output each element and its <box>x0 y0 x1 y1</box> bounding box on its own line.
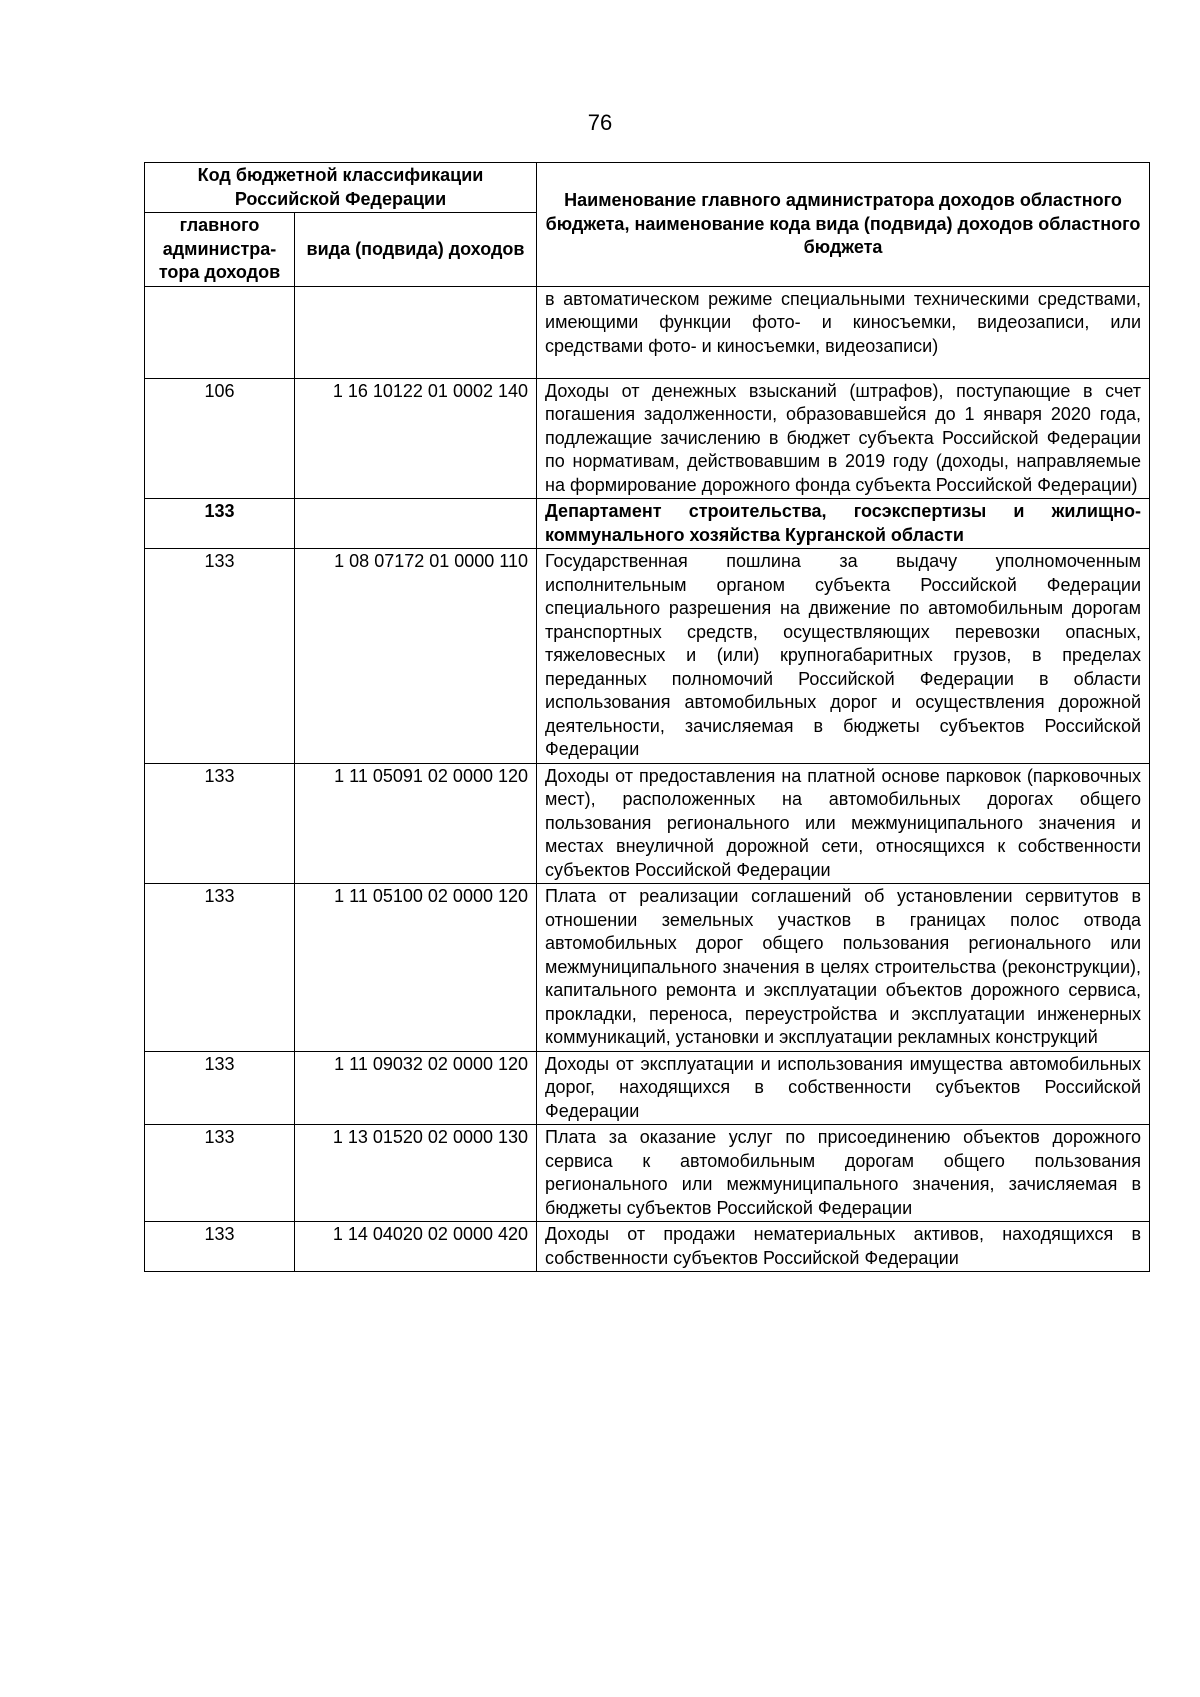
income-code-cell: 1 08 07172 01 0000 110 <box>295 549 537 764</box>
department-name-cell: Департамент строительства, госэкспертизы и жилищно-коммунального хозяйства Курганской области <box>537 499 1150 549</box>
income-code-cell: 1 14 04020 02 0000 420 <box>295 1222 537 1272</box>
table-row <box>145 286 1150 378</box>
department-row <box>145 499 1150 549</box>
description-cell: Доходы от денежных взысканий (штрафов), поступающие в счет погашения задолженности, образовавшейся до 1 января 2020 года, подлежащие зачислению в бюджет субъекта Российской Федерации по нормативам, действовавшим в 2019 году (доходы, направляемые на формирование дорожного фонда субъекта Российской Федерации) <box>537 378 1150 499</box>
header-classification-group: Код бюджетной классификации Российской Федерации <box>145 163 537 213</box>
admin-code-cell: 133 <box>145 549 295 764</box>
description-cell: Доходы от предоставления на платной основе парковок (парковочных мест), расположенных на автомобильных дорогах общего пользования регионального или межмуниципального значения и местах внеуличной дорожной сети, относящихся к собственности субъектов Российской Федерации <box>537 763 1150 884</box>
table-row <box>145 1051 1150 1125</box>
header-name-column: Наименование главного администратора доходов областного бюджета, наименование кода вида (подвида) доходов областного бюджета <box>537 163 1150 287</box>
admin-code-cell: 133 <box>145 1125 295 1222</box>
description-cell: Плата за оказание услуг по присоединению объектов дорожного сервиса к автомобильным дорогам общего пользования регионального или межмуниципального значения, зачисляемая в бюджеты субъектов Российской Федерации <box>537 1125 1150 1222</box>
income-code-cell <box>295 499 537 549</box>
table-row <box>145 763 1150 884</box>
budget-classification-table <box>144 162 1150 1272</box>
income-code-cell: 1 11 09032 02 0000 120 <box>295 1051 537 1125</box>
description-cell: Плата от реализации соглашений об установлении сервитутов в отношении земельных участков в границах полос отвода автомобильных дорог общего пользования регионального или межмуниципального значения в целях строительства (реконструкции), капитального ремонта и эксплуатации объектов дорожного сервиса, прокладки, переноса, переустройства и эксплуатации инженерных коммуникаций, установки и эксплуатации рекламных конструкций <box>537 884 1150 1052</box>
income-code-cell: 1 11 05091 02 0000 120 <box>295 763 537 884</box>
description-cell: Государственная пошлина за выдачу уполномоченным исполнительным органом субъекта Российской Федерации специального разрешения на движение по автомобильным дорогам транспортных средств, осуществляющих перевозки опасных, тяжеловесных и (или) крупногабаритных грузов, в пределах переданных полномочий Российской Федерации в области использования автомобильных дорог и осуществления дорожной деятельности, зачисляемая в бюджеты субъектов Российской Федерации <box>537 549 1150 764</box>
table-row <box>145 1125 1150 1222</box>
income-code-cell: 1 16 10122 01 0002 140 <box>295 378 537 499</box>
admin-code-cell: 106 <box>145 378 295 499</box>
admin-code-cell: 133 <box>145 1051 295 1125</box>
page-number: 76 <box>587 110 613 135</box>
description-cell: Доходы от эксплуатации и использования имущества автомобильных дорог, находящихся в собственности субъектов Российской Федерации <box>537 1051 1150 1125</box>
table-header-row <box>145 163 1150 213</box>
admin-code-cell: 133 <box>145 1222 295 1272</box>
admin-code-cell: 133 <box>145 499 295 549</box>
table-row <box>145 378 1150 499</box>
admin-code-cell <box>145 286 295 378</box>
income-code-cell: 1 11 05100 02 0000 120 <box>295 884 537 1052</box>
table-row <box>145 1222 1150 1272</box>
income-code-cell: 1 13 01520 02 0000 130 <box>295 1125 537 1222</box>
header-code-column: вида (подвида) доходов <box>295 213 537 287</box>
table-row <box>145 549 1150 764</box>
admin-code-cell: 133 <box>145 763 295 884</box>
description-cell: Доходы от продажи нематериальных активов, находящихся в собственности субъектов Российской Федерации <box>537 1222 1150 1272</box>
description-cell: в автоматическом режиме специальными техническими средствами, имеющими функции фото- и киносъемки, видеозаписи, или средствами фото- и киносъемки, видеозаписи) <box>537 286 1150 378</box>
header-admin-column: главного администра-тора доходов <box>145 213 295 287</box>
table-row <box>145 884 1150 1052</box>
income-code-cell <box>295 286 537 378</box>
admin-code-cell: 133 <box>145 884 295 1052</box>
